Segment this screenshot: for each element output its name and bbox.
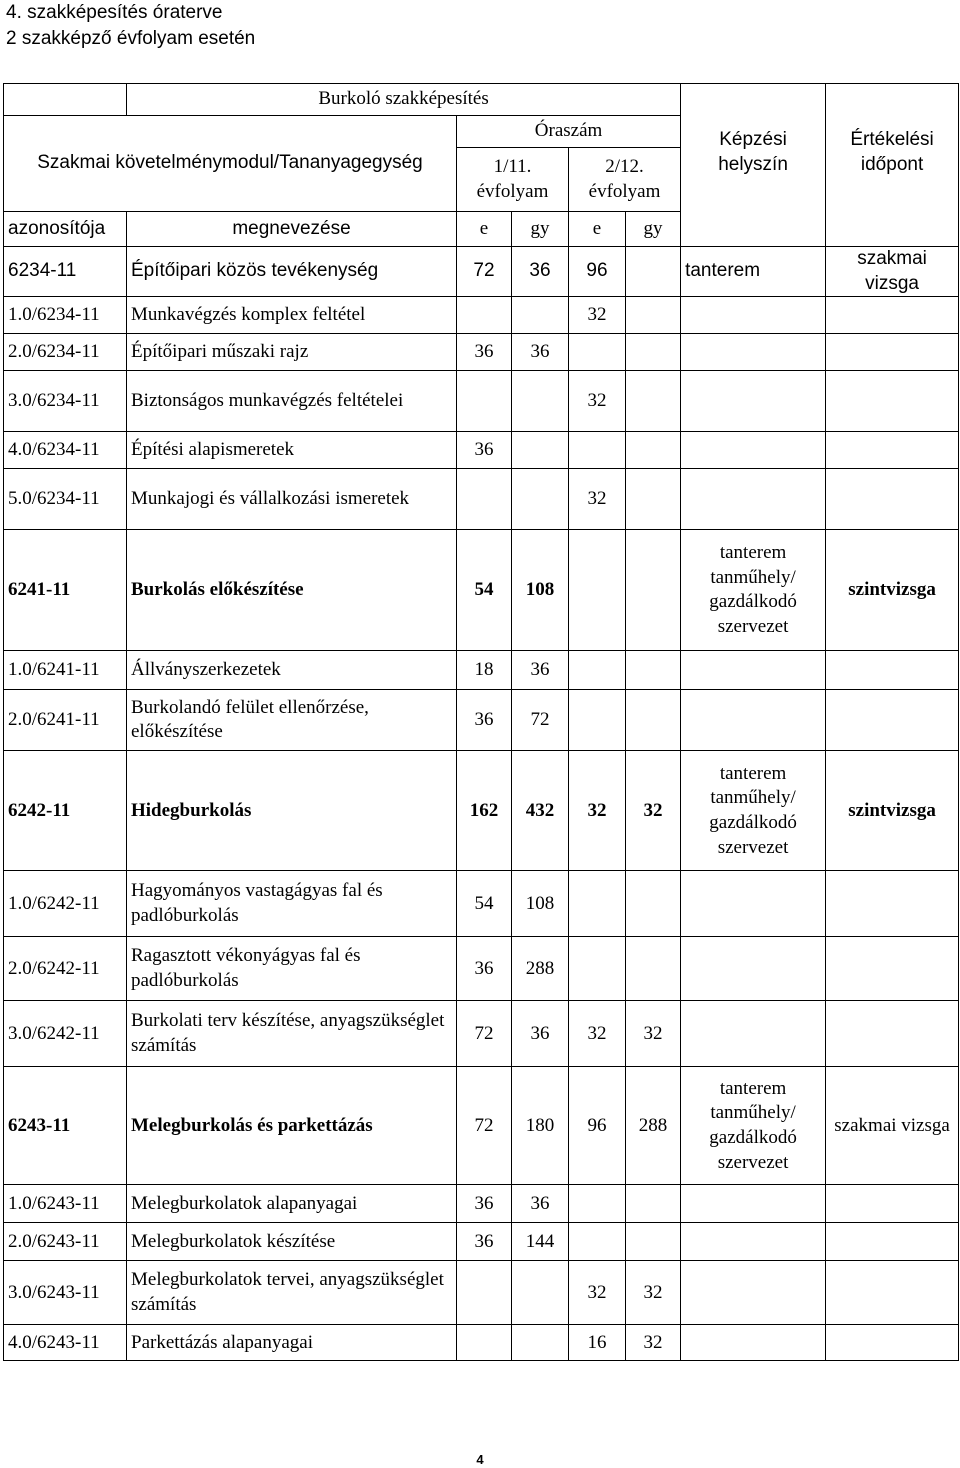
hours-e2 bbox=[569, 1185, 626, 1223]
location bbox=[681, 432, 826, 469]
module-id: 6242-11 bbox=[4, 751, 127, 871]
hours-e1 bbox=[457, 1325, 512, 1361]
hours-e2 bbox=[569, 651, 626, 690]
location-header: Képzési helyszín bbox=[681, 84, 826, 247]
location bbox=[681, 937, 826, 1001]
hours-e2: 32 bbox=[569, 1001, 626, 1067]
hours-gy1: 36 bbox=[512, 651, 569, 690]
table-title: Burkoló szakképesítés bbox=[127, 84, 681, 116]
hours-gy2: 32 bbox=[626, 1325, 681, 1361]
hours-e1 bbox=[457, 371, 512, 432]
module-name: Hidegburkolás bbox=[127, 751, 457, 871]
hours-gy2 bbox=[626, 871, 681, 937]
unit-id: 2.0/6243-11 bbox=[4, 1223, 127, 1261]
module-header: Szakmai követelménymodul/Tananyagegység bbox=[4, 116, 457, 212]
evaluation bbox=[826, 469, 959, 530]
evaluation bbox=[826, 1261, 959, 1325]
hours-e2 bbox=[569, 334, 626, 371]
unit-id: 1.0/6243-11 bbox=[4, 1185, 127, 1223]
hours-gy1 bbox=[512, 432, 569, 469]
module-id: 6241-11 bbox=[4, 530, 127, 651]
location bbox=[681, 469, 826, 530]
hours-gy1: 432 bbox=[512, 751, 569, 871]
unit-id: 3.0/6234-11 bbox=[4, 371, 127, 432]
evaluation: szintvizsga bbox=[826, 530, 959, 651]
hours-e2 bbox=[569, 1223, 626, 1261]
unit-name: Építési alapismeretek bbox=[127, 432, 457, 469]
location: tanterem tanműhely/ gazdálkodó szervezet bbox=[681, 530, 826, 651]
unit-name: Melegburkolatok tervei, anyagszükséglet számítás bbox=[127, 1261, 457, 1325]
hours-e2: 32 bbox=[569, 469, 626, 530]
location: tanterem tanműhely/ gazdálkodó szervezet bbox=[681, 1067, 826, 1185]
module-id: 6234-11 bbox=[4, 247, 127, 297]
evaluation bbox=[826, 937, 959, 1001]
section-title: 4. szakképesítés óraterve bbox=[6, 2, 223, 23]
hours-e2: 16 bbox=[569, 1325, 626, 1361]
hours-e1: 18 bbox=[457, 651, 512, 690]
unit-id: 1.0/6234-11 bbox=[4, 297, 127, 334]
hours-gy2: 32 bbox=[626, 1261, 681, 1325]
hours-gy2 bbox=[626, 651, 681, 690]
hours-gy1: 36 bbox=[512, 1185, 569, 1223]
unit-name: Munkajogi és vállalkozási ismeretek bbox=[127, 469, 457, 530]
location bbox=[681, 871, 826, 937]
hours-gy1: 180 bbox=[512, 1067, 569, 1185]
unit-name: Építőipari műszaki rajz bbox=[127, 334, 457, 371]
hours-e1: 162 bbox=[457, 751, 512, 871]
hours-gy1: 108 bbox=[512, 871, 569, 937]
hours-e1: 36 bbox=[457, 1223, 512, 1261]
unit-id: 4.0/6243-11 bbox=[4, 1325, 127, 1361]
module-name: Építőipari közös tevékenység bbox=[127, 247, 457, 297]
hours-e1: 72 bbox=[457, 247, 512, 297]
hours-e1: 54 bbox=[457, 530, 512, 651]
evaluation bbox=[826, 690, 959, 751]
hours-gy2 bbox=[626, 247, 681, 297]
hours-gy2 bbox=[626, 937, 681, 1001]
evaluation bbox=[826, 297, 959, 334]
unit-id: 3.0/6243-11 bbox=[4, 1261, 127, 1325]
evaluation-header: Értékelési időpont bbox=[826, 84, 959, 247]
hours-e1: 36 bbox=[457, 432, 512, 469]
unit-id: 3.0/6242-11 bbox=[4, 1001, 127, 1067]
hours-e1: 72 bbox=[457, 1001, 512, 1067]
unit-name: Biztonságos munkavégzés feltételei bbox=[127, 371, 457, 432]
unit-id: 2.0/6234-11 bbox=[4, 334, 127, 371]
hours-e2: 32 bbox=[569, 1261, 626, 1325]
hours-e2: 96 bbox=[569, 247, 626, 297]
hours-e1: 36 bbox=[457, 334, 512, 371]
hours-gy2: 288 bbox=[626, 1067, 681, 1185]
hours-e2: 32 bbox=[569, 297, 626, 334]
hours-e2: 32 bbox=[569, 751, 626, 871]
hours-gy1: 144 bbox=[512, 1223, 569, 1261]
hours-e2 bbox=[569, 530, 626, 651]
unit-name: Munkavégzés komplex feltétel bbox=[127, 297, 457, 334]
evaluation bbox=[826, 371, 959, 432]
hours-gy1 bbox=[512, 1325, 569, 1361]
location: tanterem bbox=[681, 247, 826, 297]
location bbox=[681, 371, 826, 432]
unit-name: Burkolati terv készítése, anyagszükséglet számítás bbox=[127, 1001, 457, 1067]
hours-gy1 bbox=[512, 1261, 569, 1325]
unit-name: Melegburkolatok készítése bbox=[127, 1223, 457, 1261]
unit-id: 1.0/6241-11 bbox=[4, 651, 127, 690]
evaluation: szakmai vizsga bbox=[826, 1067, 959, 1185]
evaluation: szakmai vizsga bbox=[826, 247, 959, 297]
hours-gy1: 108 bbox=[512, 530, 569, 651]
location bbox=[681, 297, 826, 334]
page-number: 4 bbox=[476, 1452, 484, 1467]
hours-e1: 36 bbox=[457, 937, 512, 1001]
evaluation bbox=[826, 1001, 959, 1067]
hours-e2 bbox=[569, 871, 626, 937]
hours-gy2 bbox=[626, 371, 681, 432]
unit-id: 5.0/6234-11 bbox=[4, 469, 127, 530]
hours-e1 bbox=[457, 297, 512, 334]
unit-id: 1.0/6242-11 bbox=[4, 871, 127, 937]
hours-gy1: 288 bbox=[512, 937, 569, 1001]
hours-e1: 72 bbox=[457, 1067, 512, 1185]
unit-name: Parkettázás alapanyagai bbox=[127, 1325, 457, 1361]
e1-header: e bbox=[457, 212, 512, 247]
hours-gy1: 36 bbox=[512, 247, 569, 297]
hours-e1 bbox=[457, 469, 512, 530]
hours-gy1: 72 bbox=[512, 690, 569, 751]
evaluation bbox=[826, 1185, 959, 1223]
location bbox=[681, 1185, 826, 1223]
module-name: Burkolás előkészítése bbox=[127, 530, 457, 651]
hours-gy1 bbox=[512, 371, 569, 432]
unit-id: 2.0/6241-11 bbox=[4, 690, 127, 751]
location bbox=[681, 1325, 826, 1361]
location bbox=[681, 651, 826, 690]
hours-gy2 bbox=[626, 1185, 681, 1223]
hours-gy2: 32 bbox=[626, 751, 681, 871]
gy1-header: gy bbox=[512, 212, 569, 247]
hours-e1: 36 bbox=[457, 1185, 512, 1223]
evaluation bbox=[826, 1223, 959, 1261]
name-header: megnevezése bbox=[127, 212, 457, 247]
schedule-table bbox=[3, 83, 959, 1361]
hours-e2 bbox=[569, 690, 626, 751]
unit-id: 4.0/6234-11 bbox=[4, 432, 127, 469]
hours-e1: 36 bbox=[457, 690, 512, 751]
location bbox=[681, 1261, 826, 1325]
section-subtitle: 2 szakképző évfolyam esetén bbox=[6, 28, 256, 49]
unit-id: 2.0/6242-11 bbox=[4, 937, 127, 1001]
table-corner bbox=[4, 84, 127, 116]
hours-header: Óraszám bbox=[457, 116, 681, 148]
unit-name: Burkolandó felület ellenőrzése, előkészítése bbox=[127, 690, 457, 751]
module-name: Melegburkolás és parkettázás bbox=[127, 1067, 457, 1185]
hours-gy2: 32 bbox=[626, 1001, 681, 1067]
hours-gy2 bbox=[626, 432, 681, 469]
hours-gy1: 36 bbox=[512, 334, 569, 371]
location bbox=[681, 690, 826, 751]
hours-e1 bbox=[457, 1261, 512, 1325]
hours-gy1 bbox=[512, 469, 569, 530]
unit-name: Melegburkolatok alapanyagai bbox=[127, 1185, 457, 1223]
module-id: 6243-11 bbox=[4, 1067, 127, 1185]
hours-gy2 bbox=[626, 469, 681, 530]
hours-gy2 bbox=[626, 530, 681, 651]
hours-gy1: 36 bbox=[512, 1001, 569, 1067]
unit-name: Hagyományos vastagágyas fal és padlóburkolás bbox=[127, 871, 457, 937]
hours-e2: 32 bbox=[569, 371, 626, 432]
hours-e1: 54 bbox=[457, 871, 512, 937]
year1-header: 1/11. évfolyam bbox=[457, 148, 569, 212]
year2-header: 2/12. évfolyam bbox=[569, 148, 681, 212]
gy2-header: gy bbox=[626, 212, 681, 247]
hours-gy2 bbox=[626, 334, 681, 371]
evaluation bbox=[826, 1325, 959, 1361]
evaluation bbox=[826, 334, 959, 371]
hours-e2 bbox=[569, 937, 626, 1001]
location bbox=[681, 1001, 826, 1067]
unit-name: Ragasztott vékonyágyas fal és padlóburkolás bbox=[127, 937, 457, 1001]
location bbox=[681, 1223, 826, 1261]
hours-e2 bbox=[569, 432, 626, 469]
hours-gy2 bbox=[626, 690, 681, 751]
evaluation bbox=[826, 432, 959, 469]
evaluation bbox=[826, 651, 959, 690]
hours-e2: 96 bbox=[569, 1067, 626, 1185]
location: tanterem tanműhely/ gazdálkodó szervezet bbox=[681, 751, 826, 871]
hours-gy2 bbox=[626, 1223, 681, 1261]
hours-gy1 bbox=[512, 297, 569, 334]
e2-header: e bbox=[569, 212, 626, 247]
id-header: azonosítója bbox=[4, 212, 127, 247]
location bbox=[681, 334, 826, 371]
evaluation bbox=[826, 871, 959, 937]
unit-name: Állványszerkezetek bbox=[127, 651, 457, 690]
evaluation: szintvizsga bbox=[826, 751, 959, 871]
hours-gy2 bbox=[626, 297, 681, 334]
